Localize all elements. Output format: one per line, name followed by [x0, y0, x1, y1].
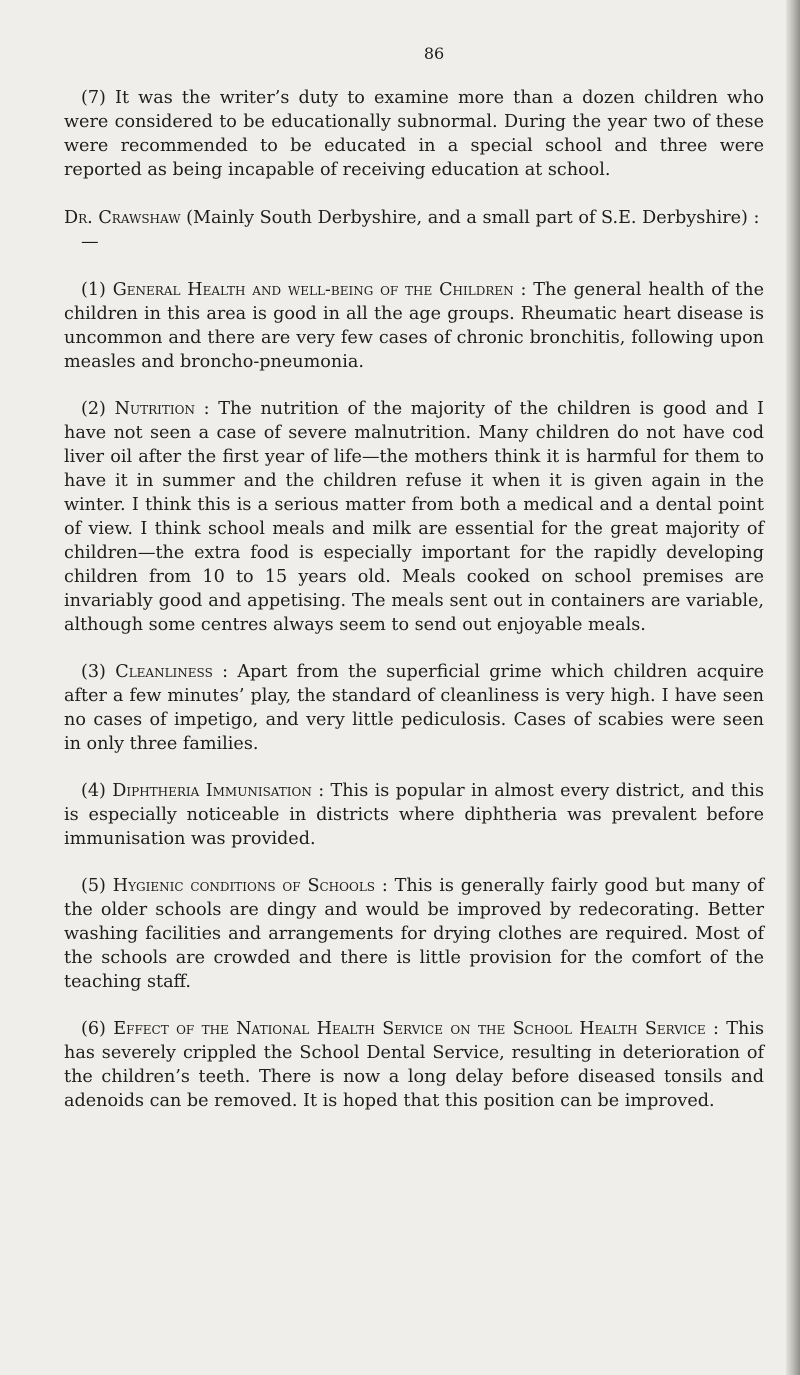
paragraph-text: The nutrition of the majority of the children is good and I have not seen a case of severe malnutrition. Many children do not have cod liver oil after the first year of life—the mothers think it is harmful for them to have it in summer and the children refuse it when it is given again in the winter. I think this is a serious matter from both a medical and a dental point of view. I think school meals and milk are essential for the great majority of children—the extra food is especially important for the rapidly developing children from 10 to 15 years old. Meals cooked on school premises are invariably good and appetising. The meals sent out in containers are variable, although some centres always seem to send out enjoyable meals. — [64, 399, 765, 635]
section-heading: Nutrition : — [114, 399, 210, 419]
paragraph-text: The general health of the children in this area is good in all the age groups. Rheumatic heart disease is uncommon and there are very few cases of chronic bronchitis, following upon measles and broncho-pneumonia. — [64, 280, 764, 372]
doctor-heading — [64, 206, 764, 254]
paragraph-number: (7) — [81, 88, 106, 108]
paragraph-text: Apart from the superficial grime which children acquire after a few minutes’ play, the standard of cleanliness is very high. I have seen no cases of impetigo, and very little pediculosis. Cases of scabies were seen in only three families. — [64, 662, 765, 754]
paragraph-national-health-service — [64, 1017, 764, 1113]
section-heading: Diphtheria Immunisation : — [112, 781, 325, 801]
paragraph-text: This has severely crippled the School Dental Service, resulting in deterioration of the children’s teeth. There is now a long delay before diseased tonsils and adenoids can be removed. It is hoped that this position can be improved. — [64, 1019, 765, 1111]
section-heading: Cleanliness : — [115, 662, 229, 682]
paragraph-number: (2) — [81, 399, 106, 419]
paragraph-number: (6) — [81, 1019, 106, 1039]
page-number: 86 — [423, 44, 445, 63]
paragraph-text: This is generally fairly good but many of the older schools are dingy and would be improved by redecorating. Better washing facilities and arrangements for drying clothes are required. Most of the schools are crowded and there is little provision for the comfort of the teaching staff. — [64, 876, 765, 992]
section-heading: Hygienic conditions of Schools : — [112, 876, 388, 896]
doctor-name: Dr. Crawshaw — [64, 208, 181, 228]
paragraph-diphtheria — [64, 779, 764, 851]
paragraph-text: This is popular in almost every district, and this is especially noticeable in districts where diphtheria was prevalent before immunisation was provided. — [64, 781, 764, 849]
paragraph-cleanliness — [64, 660, 764, 756]
paragraph-number: (3) — [81, 662, 106, 682]
paragraph-number: (4) — [81, 781, 106, 801]
paragraph-hygienic-conditions — [64, 874, 764, 994]
paragraph-7 — [64, 86, 764, 182]
page-edge-shadow — [786, 0, 800, 1375]
paragraph-text: It was the writer’s duty to examine more than a dozen children who were considered to be educationally subnormal. During the year two of these were recommended to be educated in a special school and three were reported as being incapable of receiving education at school. — [64, 88, 764, 180]
paragraph-general-health — [64, 278, 764, 374]
doctor-area: (Mainly South Derbyshire, and a small part of S.E. Derbyshire) :— — [81, 208, 760, 252]
paragraph-number: (5) — [81, 876, 106, 896]
document-page — [64, 44, 764, 1113]
section-heading: General Health and well-being of the Children : — [112, 280, 527, 300]
paragraph-number: (1) — [81, 280, 106, 300]
paragraph-nutrition — [64, 397, 764, 637]
section-heading: Effect of the National Health Service on the School Health Service : — [113, 1019, 719, 1039]
